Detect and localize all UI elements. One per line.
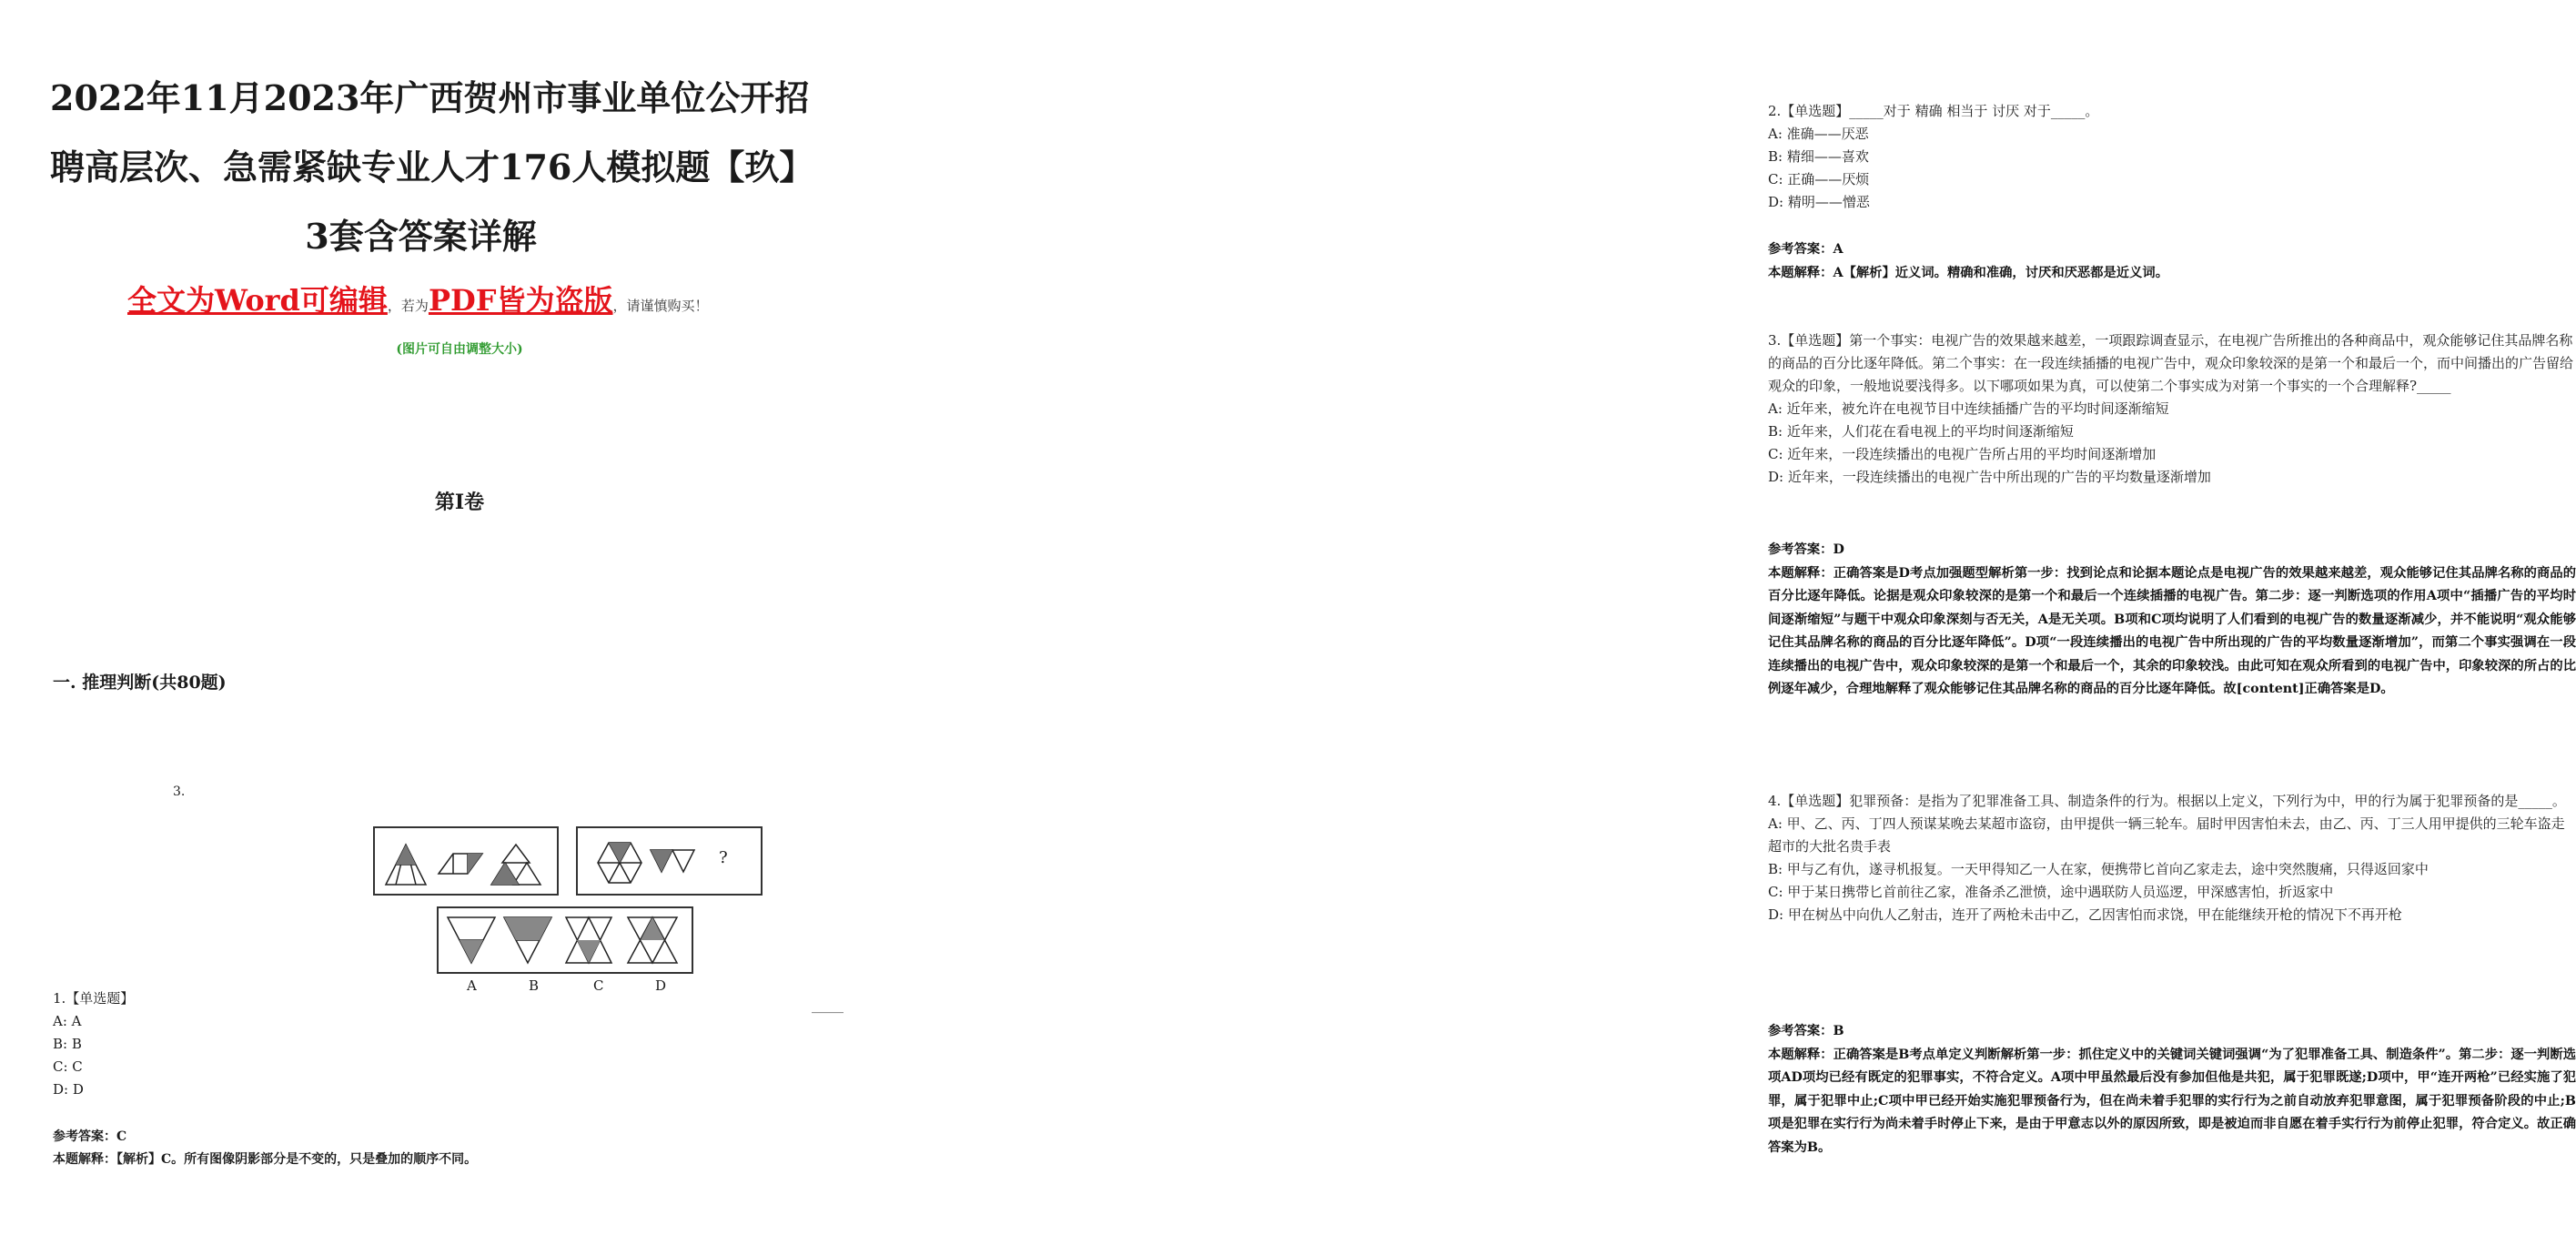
question-1-option-d: D: D [53,1081,84,1098]
option-figures [439,908,692,972]
notice-middle: ，若为 [387,298,429,314]
figure-label-c: C [593,977,604,994]
question-3-option-a: A: 近年来，被允许在电视节目中连续插播广告的平均时间逐渐缩短 [1768,400,2169,417]
figure-reasoning-diagram [373,826,770,981]
question-4-option-d: D: 甲在树丛中向仇人乙射击，连开了两枪未击中乙，乙因害怕而求饶，甲在能继续开枪的情况下不再开枪 [1768,906,2402,923]
question-1-option-a: A: A [53,1013,82,1029]
question-3 [1768,329,2576,489]
question-2-analysis: 本题解释：A【解析】近义词。精确和准确，讨厌和厌恶都是近义词。 [1768,265,2168,280]
question-4 [1768,790,2576,926]
question-1-analysis: 本题解释：【解析】C。所有图像阴影部分是不变的，只是叠加的顺序不同。 [53,1152,478,1167]
title-line-2: 聘高层次、急需紧缺专业人才176人模拟题【玖】 [50,147,814,187]
question-4-answer-label: 参考答案：B [1768,1024,1844,1038]
question-2-option-d: D: 精明——憎恶 [1768,194,1870,210]
question-4-option-b: B: 甲与乙有仇，遂寻机报复。一天甲得知乙一人在家，便携带匕首向乙家走去，途中突然腹痛，只得返回家中 [1768,861,2429,877]
figure-sequence-box [373,826,559,896]
question-2-answer [1768,238,2576,285]
question-1-head: 1.【单选题】 [53,990,135,1007]
triangle-pattern-sequence [375,828,557,894]
question-2 [1768,100,2576,214]
figure-target-box [576,826,763,896]
figure-label-b: B [529,977,540,994]
question-4-head: 4.【单选题】犯罪预备：是指为了犯罪准备工具、制造条件的行为。根据以上定义，下列行为中，甲的行为属于犯罪预备的是_____。 [1768,793,2566,809]
question-4-option-a: A: 甲、乙、丙、丁四人预谋某晚去某超市盗窃，由甲提供一辆三轮车。届时甲因害怕未去，由乙、丙、丁三人用甲提供的三轮车盗走超市的大批名贵手表 [1768,815,2565,855]
figure-options-box [437,906,693,974]
question-1 [53,987,134,1101]
volume-heading: 第I卷 [434,491,485,514]
question-1-answer-label: 参考答案：C [53,1129,127,1144]
question-2-option-b: B: 精细——喜欢 [1768,148,1869,165]
figure-question-mark: ? [719,848,728,867]
question-2-head: 2.【单选题】_____对于 精确 相当于 讨厌 对于_____。 [1768,103,2099,119]
figure-label-d: D [655,977,667,994]
question-3-option-d: D: 近年来，一段连续播出的电视广告中所出现的广告的平均数量逐渐增加 [1768,469,2211,485]
question-4-option-c: C: 甲于某日携带匕首前往乙家，准备杀乙泄愤，途中遇联防人员巡逻，甲深感害怕，折返家中 [1768,884,2334,900]
image-resize-note: (图片可自由调整大小) [396,342,523,357]
hexagon-pattern-sequence [578,828,761,894]
document-title [50,64,874,271]
figure-label-a: A [467,977,477,994]
left-page [0,0,874,1235]
notice-end: ，请谨慎购买！ [612,298,709,314]
question-1-answer [53,1126,477,1171]
section-heading: 一. 推理判断(共80题) [53,673,227,693]
question-1-option-b: B: B [53,1036,82,1052]
figure-question-number: 3. [173,785,186,799]
title-line-3: 3套含答案详解 [305,216,537,257]
question-2-option-c: C: 正确——厌烦 [1768,171,1870,187]
right-page [874,0,2576,1235]
question-3-answer-label: 参考答案：D [1768,542,1844,557]
question-2-answer-label: 参考答案：A [1768,242,1844,257]
question-1-option-c: C: C [53,1058,83,1075]
question-3-option-c: C: 近年来，一段连续播出的电视广告所占用的平均时间逐渐增加 [1768,446,2157,462]
question-3-answer [1768,539,2576,702]
question-4-analysis: 本题解释：正确答案是B考点单定义判断解析第一步：抓住定义中的关键词关键词强调“为了犯罪准备工具、制造条件”。第二步：逐一判断选项AD项均已经有既定的犯罪事实，不符合定义。A项中甲虽然最后没有参加但他是共犯，属于犯罪既遂;D项中，甲“连开两枪”已经实施了犯罪，属于犯罪中止;C项中甲已经开始实施犯罪预备行为，但在尚未着手犯罪的实行行为之前自动放弃犯罪意图，属于犯罪预备阶段的中止;B项是犯罪在实行行为尚未着手时停止下来，是由于甲意志以外的原因所致，即是被迫而非自愿在着手实行行为前停止犯罪，符合定义。故正确答案为B。 [1768,1047,2576,1155]
title-line-1: 2022年11月2023年广西贺州市事业单位公开招 [50,77,810,118]
question-3-analysis: 本题解释：正确答案是D考点加强题型解析第一步：找到论点和论据本题论点是电视广告的效果越来越差，观众能够记住其品牌名称的商品的百分比逐年降低。论据是观众印象较深的是第一个和最后一个连续插播的电视广告。第二步：逐一判断选项的作用A项中“插播广告的平均时间逐渐缩短”与题干中观众印象深刻与否无关，A是无关项。B项和C项均说明了人们看到的电视广告的数量逐渐减少，并不能说明“观众能够记住其品牌名称的商品的百分比逐年降低”。D项“一段连续播出的电视广告中所出现的广告的平均数量逐渐增加”，而第二个事实强调在一段连续播出的电视广告中，观众印象较深的是第一个和最后一个，其余的印象较浅。由此可知在观众所看到的电视广告中，印象较深的所占的比例逐年减少，合理地解释了观众能够记住其品牌名称的商品的百分比逐年降低。故[content]正确答案是D。 [1768,565,2576,696]
question-3-option-b: B: 近年来，人们花在看电视上的平均时间逐渐缩短 [1768,423,2074,440]
question-2-option-a: A: 准确——厌恶 [1768,126,1869,142]
copyright-notice [127,278,819,319]
question-4-answer [1768,1020,2576,1159]
question-3-head: 3.【单选题】第一个事实：电视广告的效果越来越差，一项跟踪调查显示，在电视广告所推出的各种商品中，观众能够记住其品牌名称的商品的百分比逐年降低。第二个事实：在一段连续插播的电视广告中，观众印象较深的是第一个和最后一个，而中间播出的广告留给观众的印象，一般地说要浅得多。以下哪项如果为真，可以使第二个事实成为对第一个事实的一个合理解释?_____ [1768,332,2574,394]
answer-blank: _____ [812,999,844,1014]
notice-pdf-pirated: PDF皆为盗版 [428,283,613,318]
notice-word-editable: 全文为Word可编辑 [127,283,388,318]
